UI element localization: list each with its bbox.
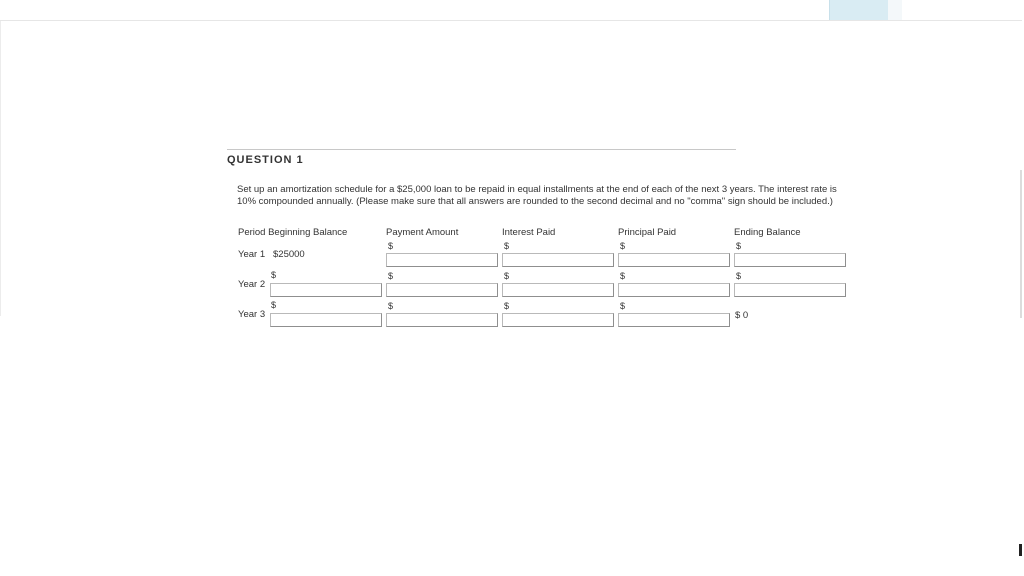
year-3-beginning-balance-input[interactable] <box>270 313 382 327</box>
currency-symbol: $ <box>736 271 742 281</box>
header-ending-balance: Ending Balance <box>734 227 801 238</box>
question-title: QUESTION 1 <box>227 154 304 166</box>
header-period-beginning-balance: Period Beginning Balance <box>238 227 348 238</box>
currency-symbol: $ <box>620 271 626 281</box>
row-label-year-3: Year 3 <box>238 309 266 320</box>
currency-symbol: $ <box>271 300 277 310</box>
year-1-payment-input[interactable] <box>386 253 498 267</box>
currency-symbol: $ <box>736 241 742 251</box>
year-1-ending-balance-input[interactable] <box>734 253 846 267</box>
header-principal-paid: Principal Paid <box>618 227 677 238</box>
year-2-payment-input[interactable] <box>386 283 498 297</box>
currency-symbol: $ <box>620 301 626 311</box>
year-3-interest-input[interactable] <box>502 313 614 327</box>
year-3-principal-input[interactable] <box>618 313 730 327</box>
currency-symbol: $ <box>388 301 394 311</box>
year-3-payment-input[interactable] <box>386 313 498 327</box>
row-label-year-1: Year 1 <box>238 249 266 260</box>
year-2-principal-input[interactable] <box>618 283 730 297</box>
year-2-interest-input[interactable] <box>502 283 614 297</box>
question-text: Set up an amortization schedule for a $25,000 loan to be repaid in equal installments at the end of each of the next 3 years. The interest rate is 10% compounded annually. (Please make sure that all answers are rounded to the second decimal and no "comma" sign should be included.) <box>237 184 837 207</box>
currency-symbol: $ <box>388 271 394 281</box>
currency-symbol: $ <box>504 241 510 251</box>
top-tab-edge <box>888 0 902 20</box>
row-label-year-2: Year 2 <box>238 279 266 290</box>
year-2-beginning-balance-input[interactable] <box>270 283 382 297</box>
scroll-marker <box>1019 544 1022 556</box>
currency-symbol: $ <box>504 271 510 281</box>
currency-symbol: $ <box>271 270 277 280</box>
currency-symbol: $ <box>620 241 626 251</box>
year-1-principal-input[interactable] <box>618 253 730 267</box>
currency-symbol: $ <box>388 241 394 251</box>
year-2-ending-balance-input[interactable] <box>734 283 846 297</box>
year-1-beginning-balance: $25000 <box>273 249 305 260</box>
left-border <box>0 21 1 316</box>
header-interest-paid: Interest Paid <box>502 227 556 238</box>
frame-divider <box>0 20 1022 21</box>
year-1-interest-input[interactable] <box>502 253 614 267</box>
question-divider <box>227 149 736 150</box>
currency-symbol: $ <box>504 301 510 311</box>
top-tab[interactable] <box>829 0 889 21</box>
header-payment-amount: Payment Amount <box>386 227 459 238</box>
scrollbar-track[interactable] <box>1020 170 1022 318</box>
year-3-ending-balance: $ 0 <box>735 310 749 321</box>
